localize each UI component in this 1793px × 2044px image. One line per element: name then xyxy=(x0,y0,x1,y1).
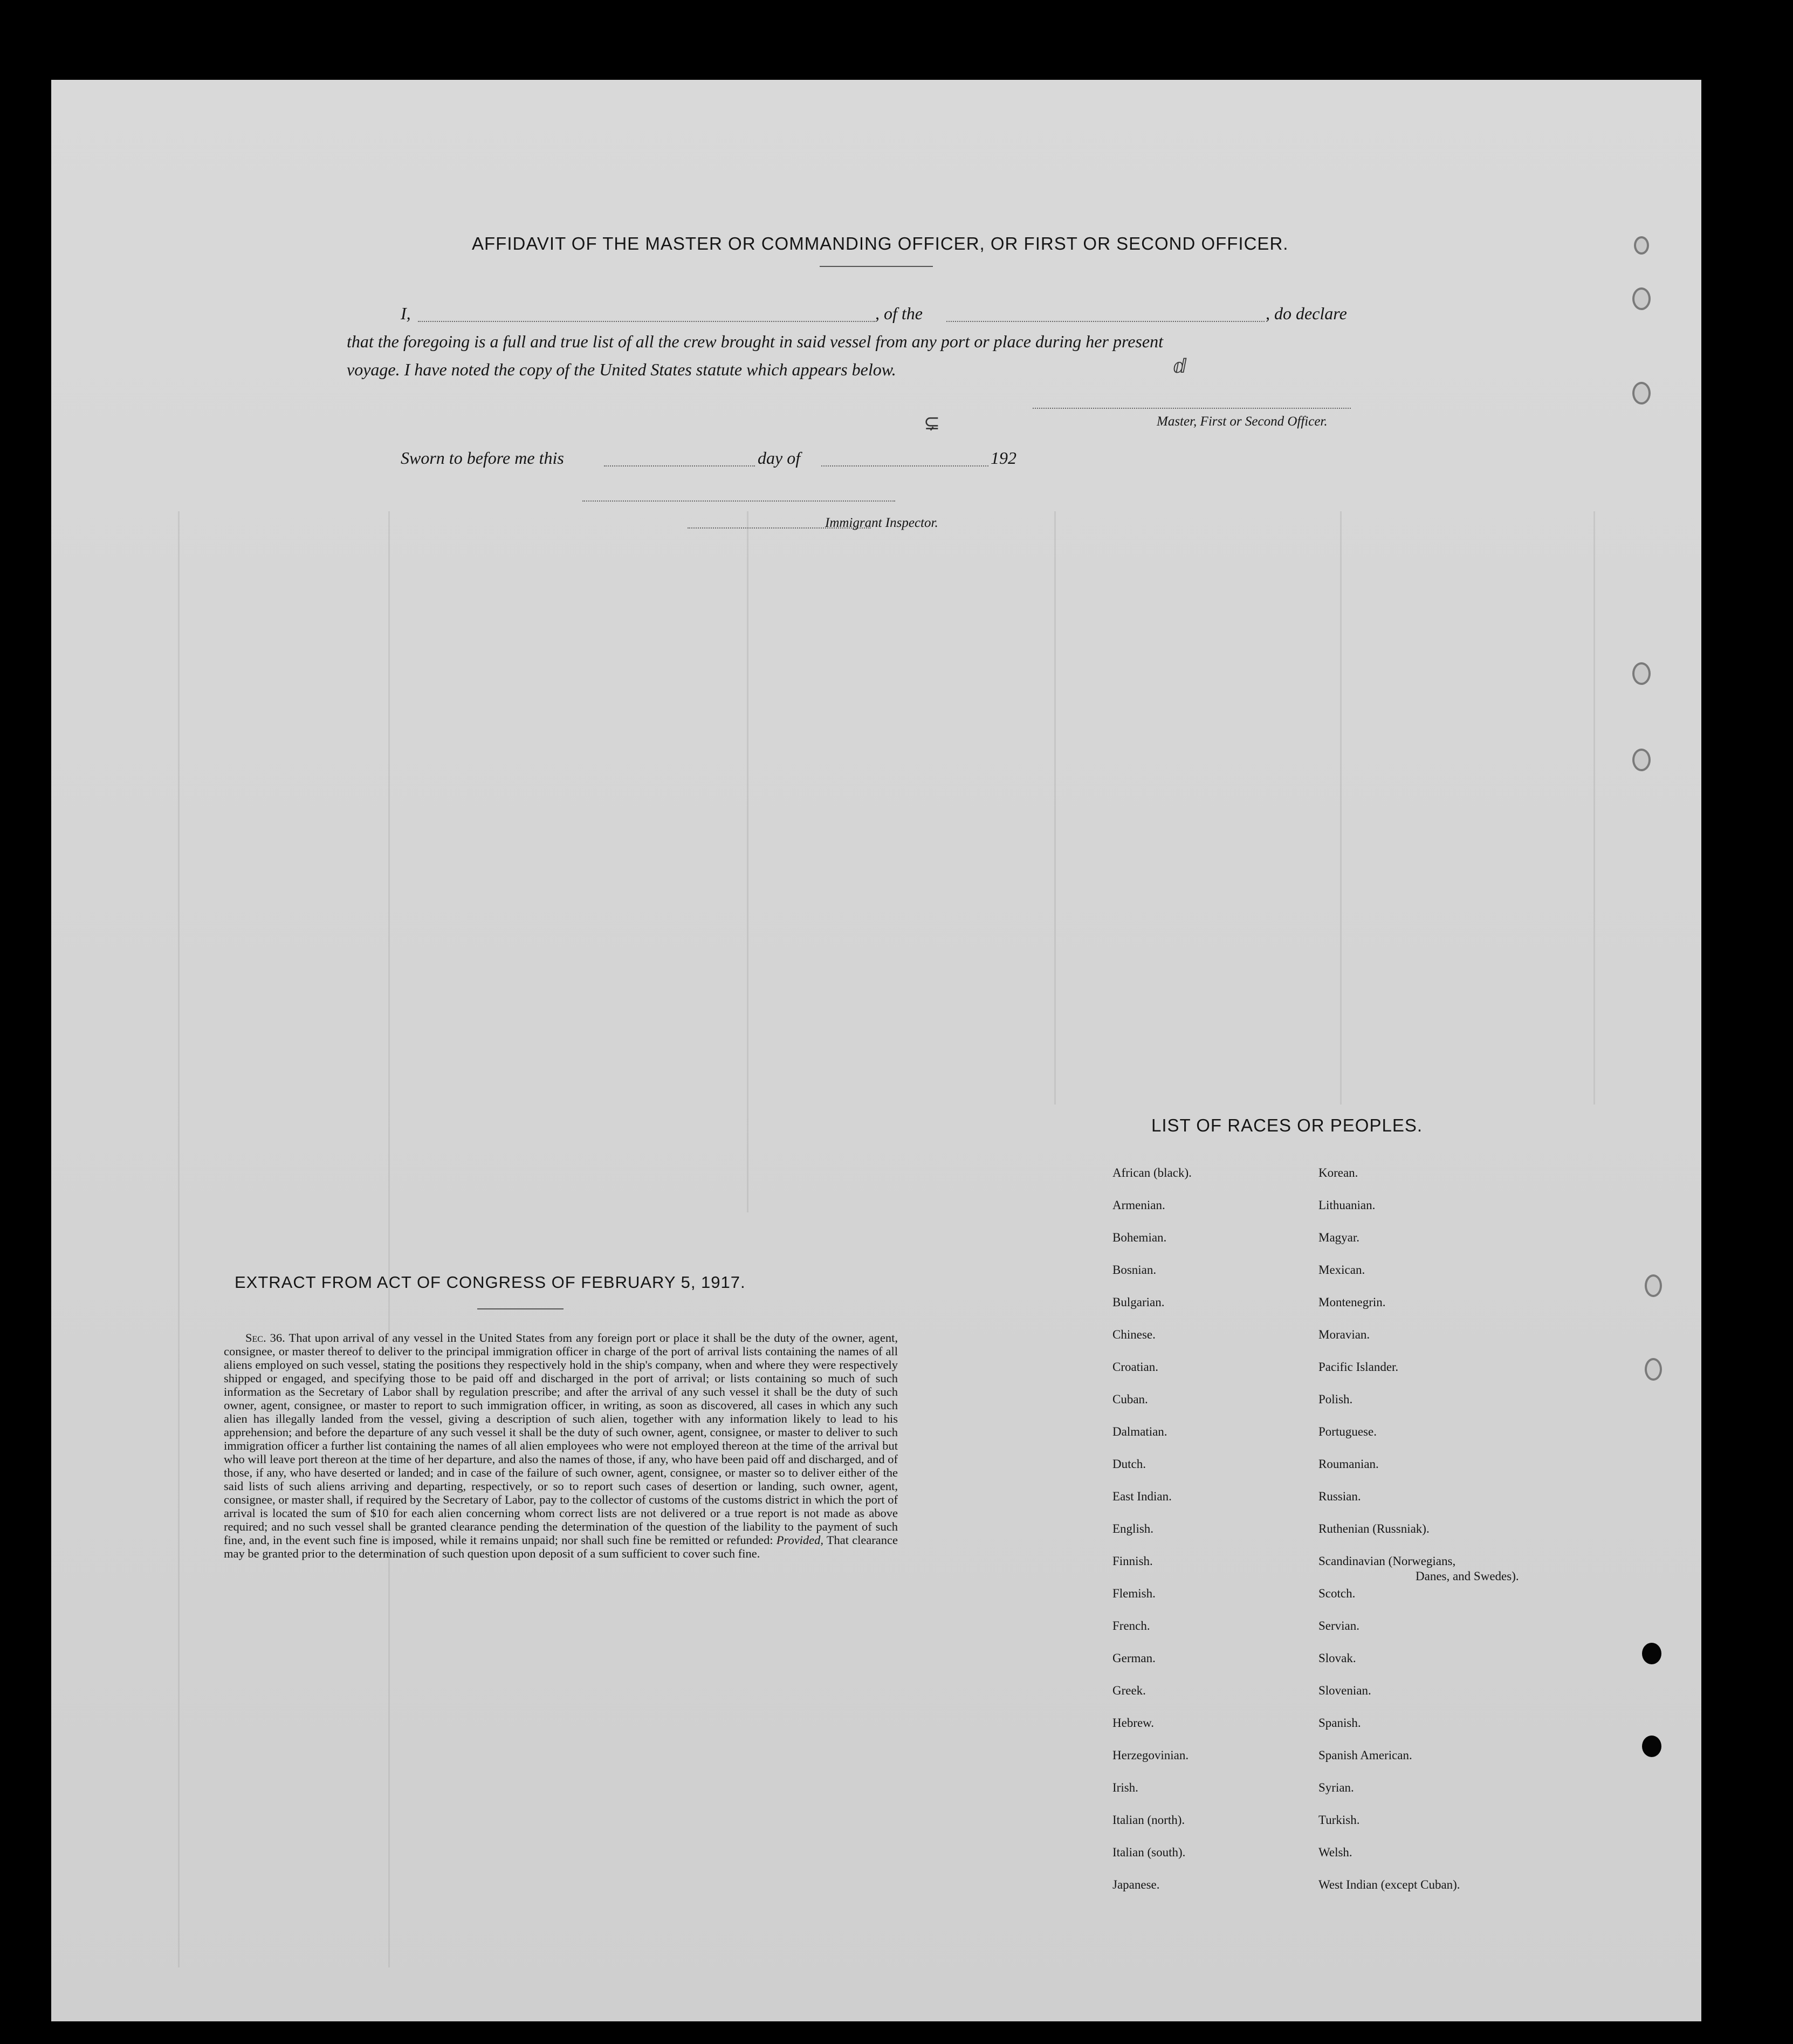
extract-text-part2: That clearance may be granted prior to the determination of such question upon deposit of a sum sufficient to cover such fine. xyxy=(224,1533,898,1560)
binder-hole xyxy=(1645,1358,1662,1381)
ghost-line xyxy=(1593,511,1595,1105)
race-item: African (black). xyxy=(1112,1166,1192,1179)
affidavit-i: I, xyxy=(401,304,411,323)
race-item: Slovenian. xyxy=(1318,1684,1371,1697)
affidavit-line-2: that the foregoing is a full and true list of all the crew brought in said vessel from any port or place during her present xyxy=(347,332,1163,351)
race-item: Ruthenian (Russniak). xyxy=(1318,1522,1430,1535)
race-item: Italian (north). xyxy=(1112,1813,1185,1827)
race-item: Montenegrin. xyxy=(1318,1295,1386,1309)
races-title: LIST OF RACES OR PEOPLES. xyxy=(1151,1115,1423,1135)
binder-hole xyxy=(1632,382,1651,404)
race-item: Russian. xyxy=(1318,1490,1361,1503)
race-item: Spanish. xyxy=(1318,1716,1361,1730)
race-item: Polish. xyxy=(1318,1393,1353,1406)
race-item: Japanese. xyxy=(1112,1878,1160,1891)
document-page xyxy=(51,80,1701,2021)
race-item: Scotch. xyxy=(1318,1587,1356,1600)
race-item: Mexican. xyxy=(1318,1263,1365,1277)
race-item: Servian. xyxy=(1318,1619,1360,1633)
race-item: Moravian. xyxy=(1318,1328,1370,1341)
ghost-line xyxy=(388,511,390,1967)
affidavit-line-3: voyage. I have noted the copy of the United States statute which appears below. xyxy=(347,360,896,379)
extract-text-part1: That upon arrival of any vessel in the United States from any foreign port or place it shall be the duty of the owner, agent, consignee, or master thereof to deliver to the principal immigration officer in charge of the port of arrival lists containing the names of all aliens employed on such vessel, stating the positions they respectively hold in the ship's company, when and where they were respectively shipped or engaged, and specifying those to be paid off and discharged in the port of arrival; or lists containing so much of such information as the Secretary of Labor shall by regulation prescribe; and after the arrival of any such vessel it shall be the duty of such owner, agent, consignee, or master to report to such immigration officer, in writing, as soon as discovered, all cases in which any such alien has illegally landed from the vessel, giving a description of such alien, together with any information likely to lead to his apprehension; and before the departure of any such vessel it shall be the duty of such owner, agent, consignee, or master to deliver to such immigration officer a further list containing the names of all alien employees who were not employed thereon at the time of the arrival but who will leave port thereon at the time of her departure, and also the names of those, if any, who have been paid off and discharged, and of those, if any, who have deserted or landed; and in case of the failure of such owner, agent, consignee, or master so to deliver either of the said lists of such aliens arriving and departing, respectively, or so to report such cases of desertion or landing, such owner, agent, consignee, or master shall, if required by the Secretary of Labor, pay to the collector of customs of the customs district in which the port of arrival is located the sum of $10 for each alien concerning whom correct lists are not delivered or a true report is not made as above required; and no such vessel shall be granted clearance pending the determination of the question of the liability to the payment of such fine, and, in the event such fine is imposed, while it remains unpaid; nor shall such fine be remitted or refunded: xyxy=(224,1331,898,1547)
race-item: Dalmatian. xyxy=(1112,1425,1167,1438)
binder-hole xyxy=(1645,1274,1662,1297)
race-item: Armenian. xyxy=(1112,1198,1165,1212)
race-item-continuation: Danes, and Swedes). xyxy=(1416,1569,1519,1583)
punched-hole xyxy=(1642,1736,1661,1757)
race-item: Magyar. xyxy=(1318,1231,1360,1244)
race-item: Welsh. xyxy=(1318,1846,1352,1859)
binder-hole xyxy=(1632,662,1651,685)
sworn-month-blank xyxy=(821,465,988,467)
sworn-prefix: Sworn to before me this xyxy=(401,448,564,468)
ghost-line xyxy=(1054,511,1056,1105)
race-item: Scandinavian (Norwegians, xyxy=(1318,1554,1456,1568)
race-item: Pacific Islander. xyxy=(1318,1360,1399,1374)
sworn-day-label: day of xyxy=(758,448,801,468)
vessel-blank xyxy=(946,321,1265,322)
punched-hole xyxy=(1642,1643,1661,1664)
race-item: English. xyxy=(1112,1522,1154,1535)
race-item: Irish. xyxy=(1112,1781,1138,1794)
race-item: German. xyxy=(1112,1651,1156,1665)
signature-label: Master, First or Second Officer. xyxy=(1157,414,1328,429)
race-item: Finnish. xyxy=(1112,1554,1153,1568)
race-item: Portuguese. xyxy=(1318,1425,1377,1438)
race-item: Bulgarian. xyxy=(1112,1295,1165,1309)
sworn-day-blank xyxy=(604,465,755,467)
race-item: Bosnian. xyxy=(1112,1263,1157,1277)
race-item: Korean. xyxy=(1318,1166,1358,1179)
ghost-line xyxy=(747,511,748,1212)
binder-hole xyxy=(1632,749,1651,771)
section-label: Sec. 36. xyxy=(245,1331,285,1345)
race-item: Bohemian. xyxy=(1112,1231,1167,1244)
extract-title: EXTRACT FROM ACT OF CONGRESS OF FEBRUARY 5, 1917. xyxy=(235,1273,746,1292)
race-item: Croatian. xyxy=(1112,1360,1158,1374)
race-item: Italian (south). xyxy=(1112,1846,1186,1859)
ghost-line xyxy=(178,511,180,1967)
race-item: Cuban. xyxy=(1112,1393,1148,1406)
race-item: Slovak. xyxy=(1318,1651,1356,1665)
race-item: Spanish American. xyxy=(1318,1748,1412,1762)
extract-rule xyxy=(477,1308,564,1309)
binder-hole xyxy=(1634,236,1649,255)
race-item: East Indian. xyxy=(1112,1490,1172,1503)
race-item: Dutch. xyxy=(1112,1457,1146,1471)
sworn-year: 192 xyxy=(991,448,1016,468)
affidavit-of-the: , of the xyxy=(875,304,923,323)
ink-mark: ⊊ xyxy=(924,412,940,434)
race-item: Turkish. xyxy=(1318,1813,1360,1827)
inspector-blank-upper xyxy=(582,500,895,502)
race-item: Hebrew. xyxy=(1112,1716,1155,1730)
binder-hole xyxy=(1632,287,1651,310)
extract-provided: Provided, xyxy=(776,1533,824,1547)
inspector-label: Immigrant Inspector. xyxy=(825,516,938,530)
race-item: Lithuanian. xyxy=(1318,1198,1376,1212)
title-rule xyxy=(820,266,933,267)
race-item: Greek. xyxy=(1112,1684,1146,1697)
ink-mark: ⅆ xyxy=(1173,355,1187,377)
signature-blank xyxy=(1033,408,1351,409)
race-item: French. xyxy=(1112,1619,1150,1633)
race-item: Syrian. xyxy=(1318,1781,1354,1794)
extract-body xyxy=(224,1331,898,1560)
race-item: Roumanian. xyxy=(1318,1457,1379,1471)
affidavit-declare: , do declare xyxy=(1266,304,1347,323)
ghost-line xyxy=(1340,511,1342,1105)
race-item: Herzegovinian. xyxy=(1112,1748,1189,1762)
race-item: Chinese. xyxy=(1112,1328,1156,1341)
race-item: Flemish. xyxy=(1112,1587,1156,1600)
race-item: West Indian (except Cuban). xyxy=(1318,1878,1460,1891)
name-blank xyxy=(418,321,875,322)
affidavit-title: AFFIDAVIT OF THE MASTER OR COMMANDING OFFICER, OR FIRST OR SECOND OFFICER. xyxy=(472,234,1289,253)
